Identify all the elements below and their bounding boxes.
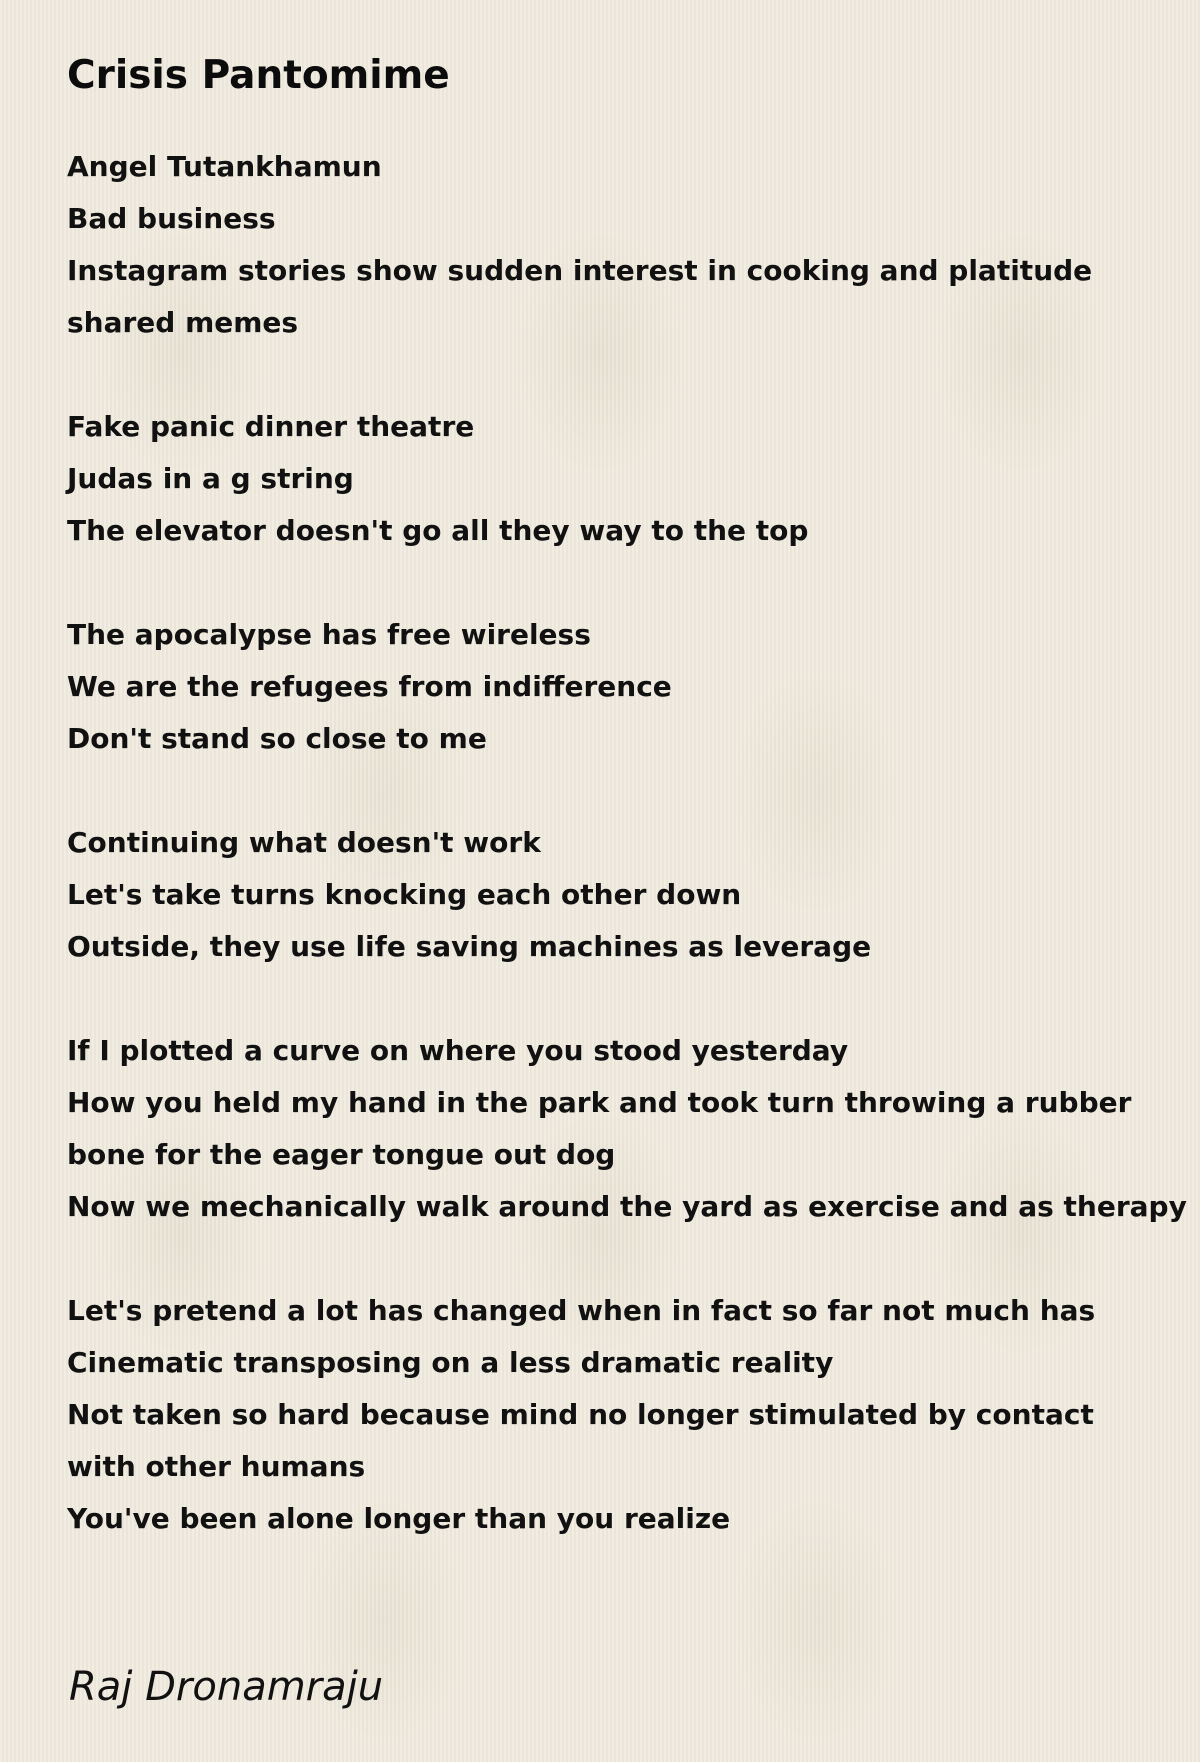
poem-line: The elevator doesn't go all they way to the top [67,514,809,547]
poem-line: The apocalypse has free wireless [67,618,591,651]
poem-line: with other humans [67,1450,366,1483]
poem-line: Outside, they use life saving machines as leverage [67,930,872,963]
poem-line: Instagram stories show sudden interest in cooking and platitude [67,254,1093,287]
poem-line: Angel Tutankhamun [67,150,382,183]
stanza-6 [67,1285,1177,1545]
stanza-3 [67,609,1177,765]
poem-line: Let's take turns knocking each other down [67,878,742,911]
poem-line: Bad business [67,202,276,235]
stanza-2 [67,401,1177,557]
poem-line: Now we mechanically walk around the yard as exercise and as therapy [67,1190,1187,1223]
stanza-5 [67,1025,1187,1233]
poem-line: We are the refugees from indifference [67,670,672,703]
poem-line: If I plotted a curve on where you stood yesterday [67,1034,849,1067]
stanza-1 [67,141,1177,349]
poem-line: Fake panic dinner theatre [67,410,475,443]
stanza-4 [67,817,1177,973]
poem-line: Not taken so hard because mind no longer stimulated by contact [67,1398,1094,1431]
poem-line: bone for the eager tongue out dog [67,1138,616,1171]
poem-line: Continuing what doesn't work [67,826,541,859]
poem-author: Raj Dronamraju [69,1664,384,1710]
poem-line: Judas in a g string [67,462,354,495]
poem-line: Cinematic transposing on a less dramatic reality [67,1346,834,1379]
poem-line: You've been alone longer than you realize [67,1502,731,1535]
poem-line: shared memes [67,306,299,339]
poem-title: Crisis Pantomime [67,53,450,98]
poem-container [67,46,1187,1597]
poem-line: Let's pretend a lot has changed when in fact so far not much has [67,1294,1096,1327]
poem-line: How you held my hand in the park and took turn throwing a rubber [67,1086,1132,1119]
poem-line: Don't stand so close to me [67,722,487,755]
